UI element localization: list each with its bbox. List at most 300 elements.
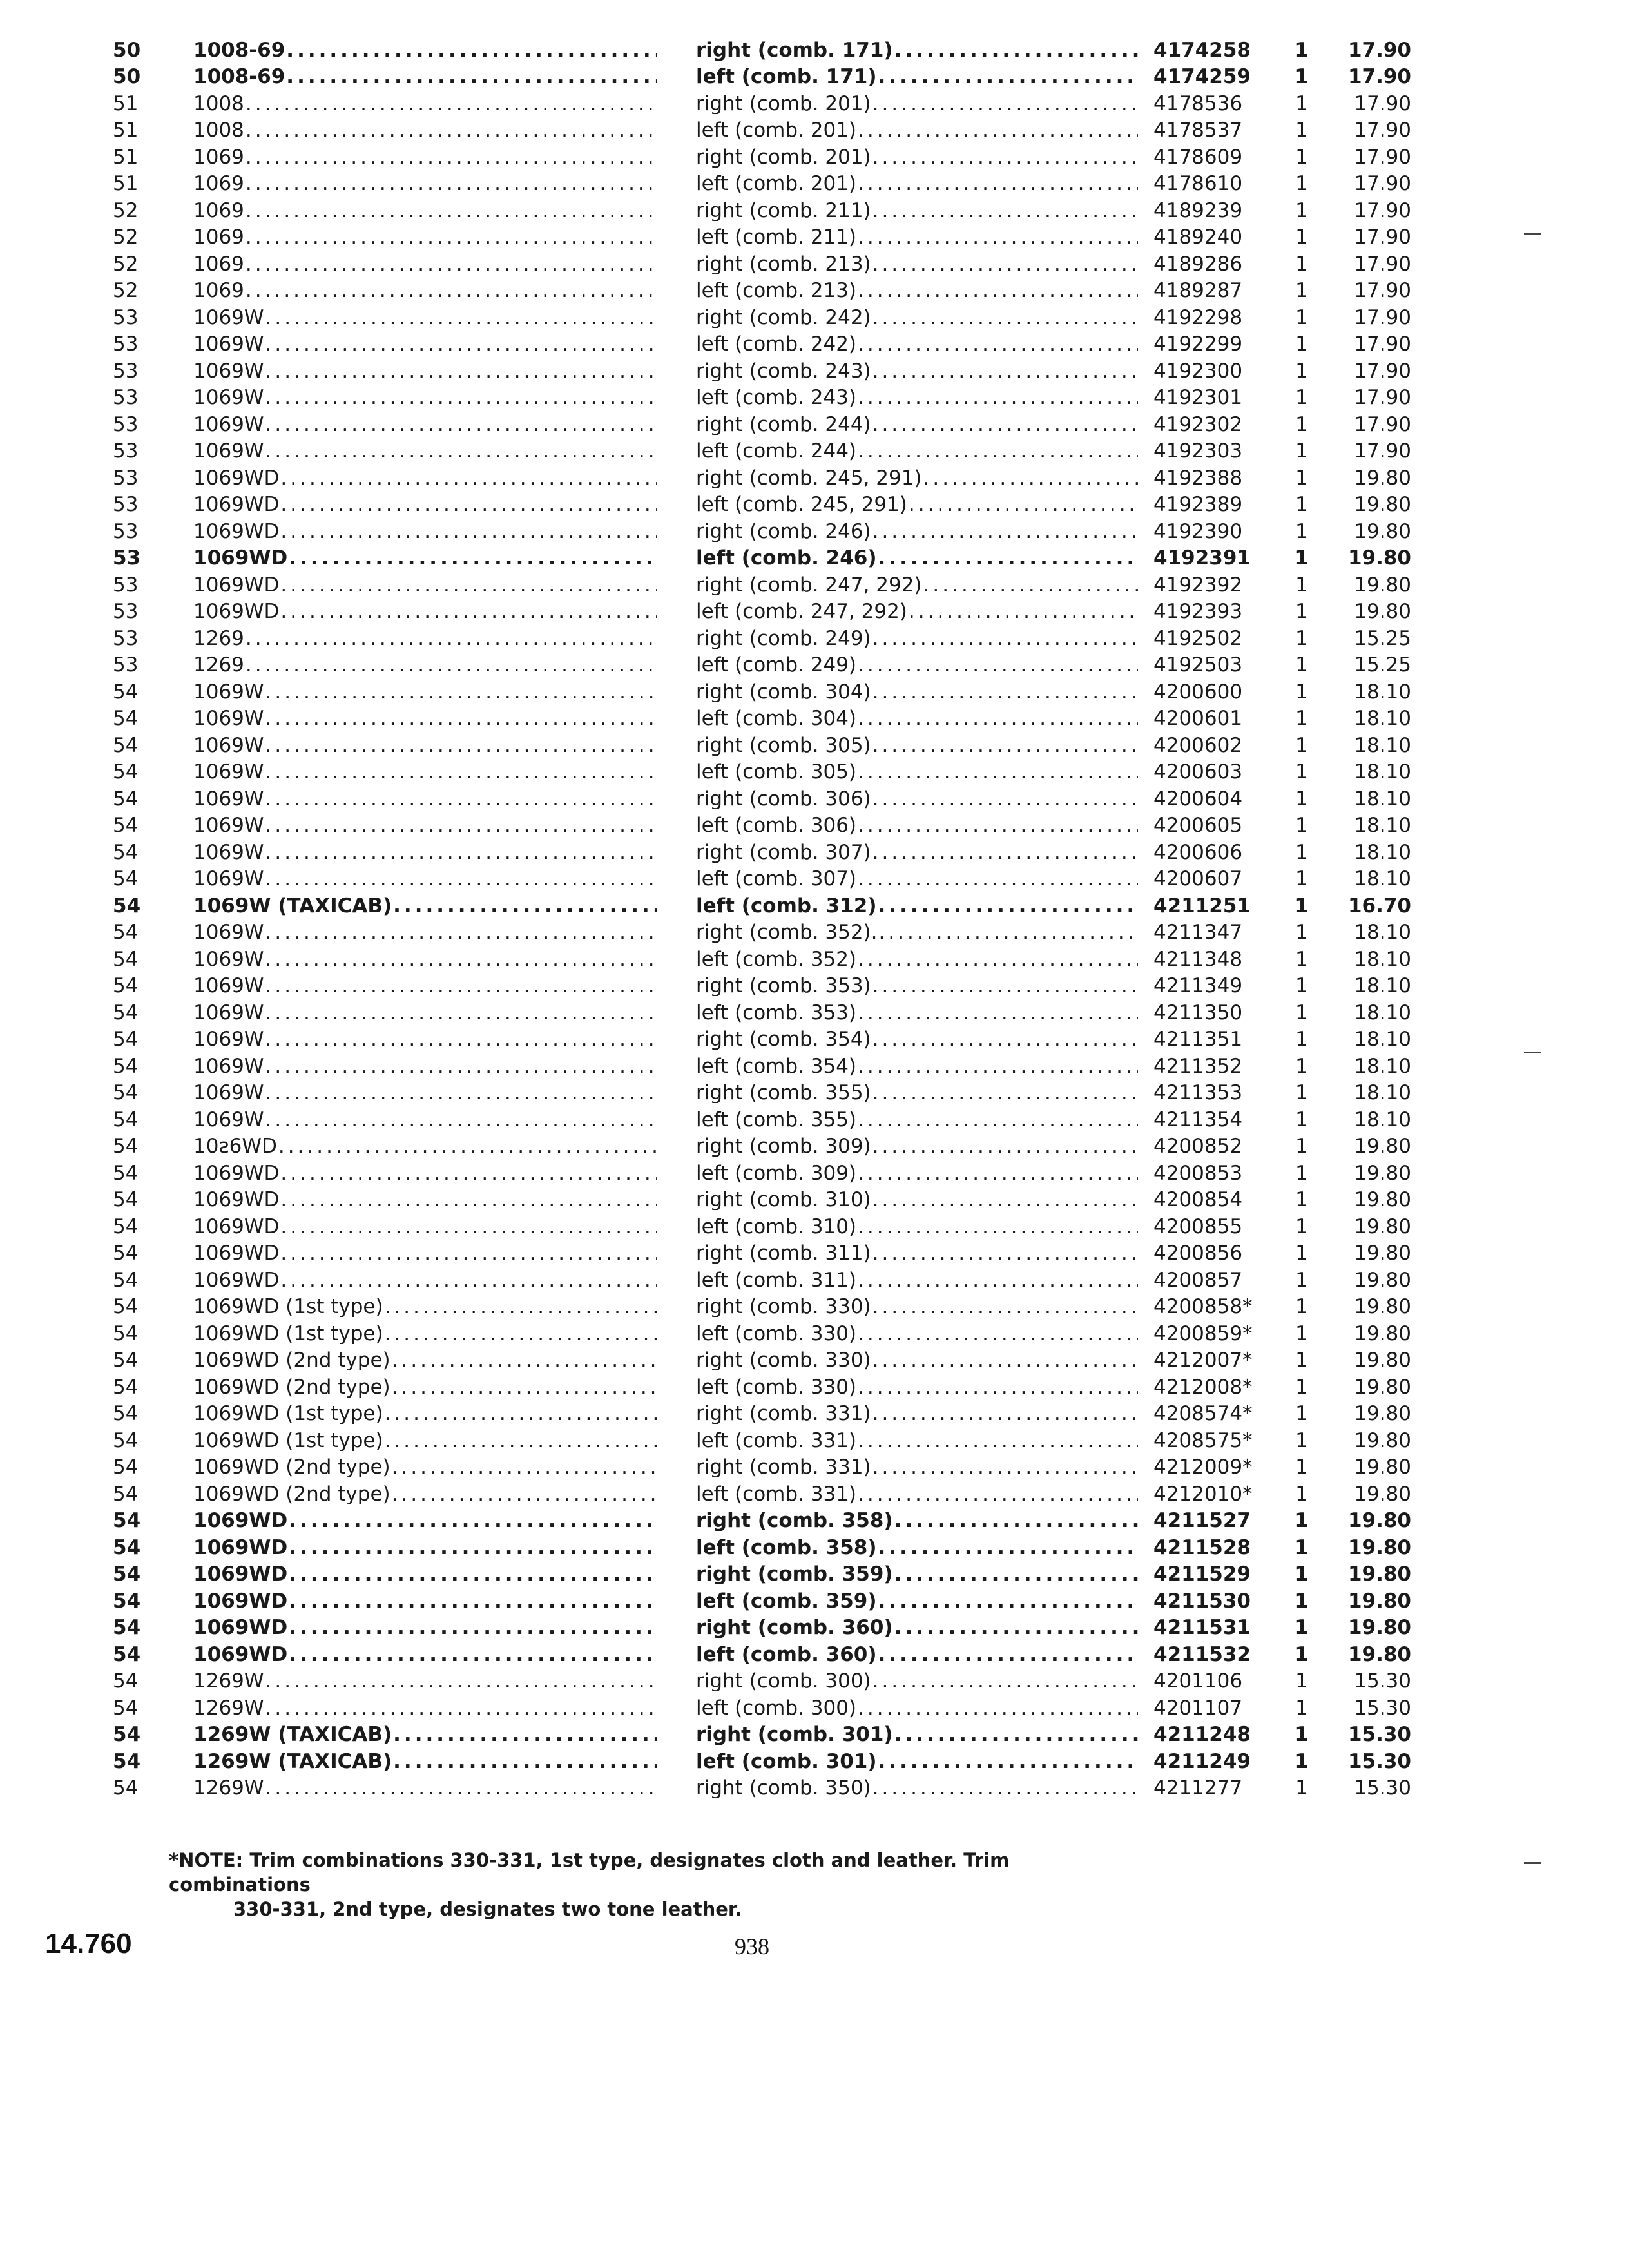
leader-dots — [383, 1404, 657, 1424]
quantity-cell: 1 — [1295, 1268, 1308, 1292]
leader-dots — [279, 1271, 657, 1291]
leader-dots — [285, 41, 657, 61]
leader-dots — [390, 1350, 657, 1370]
leader-dots — [907, 602, 1138, 622]
table-row — [97, 274, 1418, 302]
description-cell — [696, 1057, 1147, 1077]
model-cell — [193, 1057, 696, 1077]
description-text: right (comb. 305) — [696, 735, 871, 756]
model-text: 1069WD (2nd type) — [193, 1377, 390, 1398]
description-cell — [696, 1564, 1147, 1584]
description-cell — [696, 1752, 1147, 1772]
description-cell — [696, 1244, 1147, 1264]
description-text: right (comb. 331) — [696, 1457, 871, 1477]
model-text: 1069WD — [193, 1644, 288, 1665]
table-row — [97, 1130, 1418, 1157]
price-cell: 17.90 — [1354, 172, 1411, 195]
description-cell — [696, 120, 1147, 140]
leader-dots — [871, 1030, 1138, 1050]
table-row — [97, 301, 1418, 328]
table-row — [97, 943, 1418, 970]
description-text: left (comb. 243) — [696, 388, 857, 408]
leader-dots — [264, 843, 657, 863]
model-cell — [193, 1378, 696, 1398]
description-text: right (comb. 245, 291) — [696, 468, 922, 488]
model-cell — [193, 869, 696, 889]
description-text: left (comb. 213) — [696, 281, 857, 301]
price-cell: 17.90 — [1354, 386, 1411, 409]
model-text: 1069WD — [193, 1564, 288, 1584]
price-cell: 18.10 — [1354, 707, 1411, 730]
description-cell — [696, 682, 1147, 702]
quantity-cell: 1 — [1295, 600, 1308, 623]
year-cell: 54 — [113, 733, 139, 757]
description-text: right (comb. 171) — [696, 40, 893, 61]
price-cell: 19.80 — [1354, 1215, 1411, 1238]
description-text: left (comb. 330) — [696, 1377, 857, 1398]
quantity-cell: 1 — [1295, 1321, 1308, 1345]
model-text: 10ƨ6WD — [193, 1137, 277, 1157]
part-number-cell: 4200852 — [1153, 1135, 1243, 1158]
leader-dots — [244, 174, 657, 194]
table-row — [97, 889, 1418, 916]
model-text: 1069WD (1st type) — [193, 1404, 383, 1424]
model-cell — [193, 495, 696, 515]
leader-dots — [856, 1003, 1138, 1023]
price-cell: 15.25 — [1354, 626, 1411, 650]
part-number-cell: 4192391 — [1153, 546, 1251, 570]
description-cell — [696, 1110, 1147, 1130]
year-cell: 54 — [113, 840, 139, 864]
price-cell: 18.10 — [1354, 974, 1411, 997]
year-cell: 54 — [113, 707, 139, 730]
model-text: 1069WD (2nd type) — [193, 1457, 390, 1477]
table-row — [97, 568, 1418, 595]
year-cell: 53 — [113, 439, 139, 463]
year-cell: 54 — [113, 1161, 139, 1185]
model-cell — [193, 575, 696, 595]
table-row — [97, 1184, 1418, 1211]
table-row — [97, 542, 1418, 569]
year-cell: 54 — [113, 787, 139, 811]
table-row — [97, 114, 1418, 141]
part-number-cell: 4189240 — [1153, 226, 1243, 249]
description-text: left (comb. 242) — [696, 334, 857, 354]
quantity-cell: 1 — [1295, 1028, 1308, 1051]
quantity-cell: 1 — [1295, 91, 1308, 115]
price-cell: 18.10 — [1354, 947, 1411, 971]
table-row — [97, 1103, 1418, 1130]
year-cell: 51 — [113, 145, 139, 169]
part-number-cell: 4212010* — [1153, 1482, 1253, 1506]
model-cell — [193, 1778, 696, 1798]
description-cell — [696, 896, 1147, 916]
leader-dots — [856, 869, 1138, 889]
description-cell — [696, 1350, 1147, 1370]
model-cell — [193, 789, 696, 809]
part-number-cell: 4211249 — [1153, 1749, 1251, 1773]
year-cell: 54 — [113, 1776, 139, 1800]
year-cell: 53 — [113, 332, 139, 356]
page-number: 938 — [735, 1934, 769, 1959]
leader-dots — [264, 923, 657, 943]
price-cell: 15.30 — [1347, 1723, 1411, 1746]
part-number-cell: 4211527 — [1153, 1509, 1251, 1532]
quantity-cell: 1 — [1295, 1509, 1309, 1532]
description-text: right (comb. 306) — [696, 789, 871, 809]
description-cell — [696, 308, 1147, 328]
leader-dots — [871, 255, 1138, 274]
price-cell: 15.30 — [1354, 1776, 1411, 1800]
year-cell: 51 — [113, 119, 139, 142]
year-cell: 54 — [113, 1375, 139, 1399]
model-text: 1069WD (1st type) — [193, 1430, 383, 1451]
table-row — [97, 221, 1418, 248]
model-text: 1069W — [193, 682, 264, 702]
price-cell: 19.80 — [1354, 1428, 1411, 1452]
model-text: 1069 — [193, 227, 244, 247]
part-number-cell: 4189239 — [1153, 198, 1243, 222]
price-cell: 19.80 — [1354, 573, 1411, 597]
quantity-cell: 1 — [1295, 546, 1309, 570]
leader-dots — [279, 495, 657, 515]
model-cell — [193, 415, 696, 435]
model-text: 1008-69 — [193, 40, 285, 61]
description-text: left (comb. 310) — [696, 1216, 857, 1237]
leader-dots — [871, 201, 1138, 221]
leader-dots — [922, 468, 1138, 488]
price-cell: 17.90 — [1354, 305, 1411, 329]
model-text: 1069WD — [193, 1591, 288, 1611]
quantity-cell: 1 — [1295, 172, 1308, 195]
price-cell: 17.90 — [1354, 226, 1411, 249]
year-cell: 54 — [113, 1268, 139, 1292]
leader-dots — [264, 976, 657, 996]
model-cell — [193, 602, 696, 622]
part-number-cell: 4192390 — [1153, 519, 1243, 543]
model-text: 1069W — [193, 842, 264, 863]
description-text: left (comb. 353) — [696, 1003, 857, 1023]
model-cell — [193, 843, 696, 863]
leader-dots — [287, 1591, 657, 1611]
year-cell: 54 — [113, 1001, 139, 1024]
description-cell — [696, 602, 1147, 622]
price-cell: 18.10 — [1354, 787, 1411, 811]
table-row — [97, 1370, 1418, 1398]
part-number-cell: 4200855 — [1153, 1215, 1243, 1238]
price-cell: 17.90 — [1354, 332, 1411, 356]
quantity-cell: 1 — [1295, 760, 1308, 783]
description-cell — [696, 495, 1147, 515]
model-cell — [193, 281, 696, 301]
description-cell — [696, 950, 1147, 970]
description-cell — [696, 1618, 1147, 1638]
model-text: 1069W — [193, 789, 264, 809]
description-text: right (comb. 355) — [696, 1083, 871, 1103]
model-cell — [193, 976, 696, 996]
model-text: 1069W — [193, 1110, 264, 1130]
part-number-cell: 4211354 — [1153, 1108, 1243, 1131]
model-text: 1069WD — [193, 1190, 280, 1210]
year-cell: 54 — [113, 1402, 139, 1425]
leader-dots — [392, 896, 657, 916]
table-row — [97, 140, 1418, 168]
quantity-cell: 1 — [1295, 626, 1308, 650]
description-cell — [696, 1431, 1147, 1451]
quantity-cell: 1 — [1295, 1535, 1309, 1559]
part-number-cell: 4211349 — [1153, 974, 1243, 997]
model-cell — [193, 255, 696, 274]
quantity-cell: 1 — [1295, 1215, 1308, 1238]
quantity-cell: 1 — [1295, 1242, 1308, 1265]
price-cell: 15.25 — [1354, 653, 1411, 677]
quantity-cell: 1 — [1295, 707, 1308, 730]
quantity-cell: 1 — [1295, 1161, 1308, 1185]
year-cell: 54 — [113, 760, 139, 783]
quantity-cell: 1 — [1295, 439, 1308, 463]
model-cell — [193, 94, 696, 114]
leader-dots — [871, 1190, 1138, 1210]
price-cell: 19.80 — [1354, 1135, 1411, 1158]
table-row — [97, 194, 1418, 221]
model-cell — [193, 334, 696, 354]
quantity-cell: 1 — [1295, 1482, 1308, 1506]
section-number: 14.760 — [45, 1928, 132, 1959]
part-number-cell: 4192302 — [1153, 412, 1243, 436]
model-cell — [193, 1485, 696, 1504]
price-cell: 18.10 — [1354, 733, 1411, 757]
leader-dots — [279, 1217, 657, 1237]
table-row — [97, 1023, 1418, 1050]
model-cell — [193, 1564, 696, 1584]
leader-dots — [264, 308, 657, 328]
quantity-cell: 1 — [1295, 519, 1308, 543]
part-number-cell: 4192502 — [1153, 626, 1243, 650]
model-cell — [193, 1297, 696, 1317]
leader-dots — [856, 1217, 1138, 1237]
quantity-cell: 1 — [1295, 840, 1308, 864]
model-cell — [193, 227, 696, 247]
price-cell: 17.90 — [1354, 359, 1411, 383]
table-row — [97, 836, 1418, 863]
leader-dots — [244, 629, 657, 649]
model-text: 1269W (TAXICAB) — [193, 1725, 392, 1745]
description-text: right (comb. 307) — [696, 842, 871, 863]
quantity-cell: 1 — [1295, 1375, 1308, 1399]
description-text: right (comb. 244) — [696, 414, 871, 435]
description-cell — [696, 227, 1147, 247]
model-cell — [193, 148, 696, 168]
model-text: 1008-69 — [193, 67, 285, 87]
leader-dots — [856, 334, 1138, 354]
description-cell — [696, 415, 1147, 435]
footnote — [169, 1848, 1135, 1921]
table-row — [97, 1584, 1418, 1611]
leader-dots — [264, 1110, 657, 1130]
description-text: right (comb. 201) — [696, 147, 871, 168]
price-cell: 18.10 — [1354, 1001, 1411, 1024]
part-number-cell: 4174258 — [1153, 38, 1251, 62]
description-cell — [696, 1671, 1147, 1691]
leader-dots — [244, 148, 657, 168]
quantity-cell: 1 — [1295, 1108, 1308, 1131]
model-cell — [193, 548, 696, 568]
part-number-cell: 4200858* — [1153, 1295, 1253, 1318]
price-cell: 15.30 — [1354, 1696, 1411, 1720]
model-text: 1269W — [193, 1671, 264, 1691]
leader-dots — [856, 1324, 1138, 1344]
model-cell — [193, 1538, 696, 1558]
leader-dots — [383, 1324, 657, 1344]
model-cell — [193, 201, 696, 221]
part-number-cell: 4211529 — [1153, 1562, 1251, 1586]
model-text: 1069W — [193, 1083, 264, 1103]
model-text: 1269W — [193, 1778, 264, 1798]
part-number-cell: 4200606 — [1153, 840, 1243, 864]
part-number-cell: 4200857 — [1153, 1268, 1243, 1292]
year-cell: 51 — [113, 91, 139, 115]
part-number-cell: 4178610 — [1153, 172, 1243, 195]
part-number-cell: 4192303 — [1153, 439, 1243, 463]
model-text: 1069WD — [193, 575, 280, 595]
price-cell: 15.30 — [1347, 1749, 1411, 1773]
description-cell — [696, 1725, 1147, 1745]
price-cell: 19.80 — [1354, 1349, 1411, 1372]
part-number-cell: 4192301 — [1153, 386, 1243, 409]
quantity-cell: 1 — [1295, 947, 1308, 971]
part-number-cell: 4200601 — [1153, 707, 1243, 730]
description-cell — [696, 361, 1147, 381]
table-row — [97, 515, 1418, 542]
model-cell — [193, 1244, 696, 1264]
table-row — [97, 1210, 1418, 1237]
description-text: left (comb. 246) — [696, 548, 877, 568]
table-row — [97, 782, 1418, 809]
leader-dots — [264, 869, 657, 889]
leader-dots — [871, 1083, 1138, 1103]
part-number-cell: 4212009* — [1153, 1456, 1253, 1479]
leader-dots — [390, 1485, 657, 1504]
year-cell: 53 — [113, 626, 139, 650]
price-cell: 19.80 — [1347, 1616, 1411, 1639]
description-cell — [696, 1404, 1147, 1424]
part-number-cell: 4192503 — [1153, 653, 1243, 677]
leader-dots — [871, 736, 1138, 756]
leader-dots — [264, 736, 657, 756]
description-text: left (comb. 245, 291) — [696, 495, 907, 515]
table-row — [97, 756, 1418, 783]
price-cell: 19.80 — [1354, 1268, 1411, 1292]
description-cell — [696, 655, 1147, 675]
description-text: left (comb. 171) — [696, 67, 877, 87]
model-cell — [193, 1725, 696, 1745]
quantity-cell: 1 — [1295, 1295, 1308, 1318]
description-cell — [696, 1003, 1147, 1023]
model-cell — [193, 1083, 696, 1103]
model-cell — [193, 174, 696, 194]
description-cell — [696, 548, 1147, 568]
description-cell — [696, 709, 1147, 729]
description-cell — [696, 923, 1147, 943]
part-number-cell: 4192389 — [1153, 493, 1243, 516]
description-cell — [696, 1457, 1147, 1477]
year-cell: 54 — [113, 814, 139, 837]
part-number-cell: 4208574* — [1153, 1402, 1253, 1425]
description-text: right (comb. 301) — [696, 1725, 893, 1745]
quantity-cell: 1 — [1295, 65, 1309, 88]
model-text: 1069 — [193, 281, 244, 301]
description-text: right (comb. 211) — [696, 200, 871, 221]
table-row — [97, 1264, 1418, 1291]
description-text: right (comb. 213) — [696, 254, 871, 274]
price-cell: 19.80 — [1354, 493, 1411, 516]
year-cell: 54 — [113, 1135, 139, 1158]
year-cell: 54 — [113, 921, 139, 944]
part-number-cell: 4211277 — [1153, 1776, 1243, 1800]
description-cell — [696, 1217, 1147, 1237]
model-text: 1069WD (2nd type) — [193, 1350, 390, 1370]
price-cell: 19.80 — [1354, 466, 1411, 490]
description-cell — [696, 334, 1147, 354]
year-cell: 54 — [113, 1108, 139, 1131]
model-text: 1069WD — [193, 1511, 288, 1531]
model-text: 1069WD — [193, 1537, 288, 1558]
description-text: right (comb. 352). — [696, 923, 878, 943]
description-cell — [696, 843, 1147, 863]
model-text: 1069W — [193, 414, 264, 435]
price-cell: 17.90 — [1354, 412, 1411, 436]
leader-dots — [244, 201, 657, 221]
year-cell: 52 — [113, 198, 139, 222]
description-cell — [696, 41, 1147, 61]
part-number-cell: 4211528 — [1153, 1535, 1251, 1559]
year-cell: 54 — [113, 1054, 139, 1078]
quantity-cell: 1 — [1295, 1723, 1309, 1746]
model-text: 1269 — [193, 628, 244, 649]
model-cell — [193, 468, 696, 488]
table-row — [97, 1291, 1418, 1318]
description-text: left (comb. 300) — [696, 1698, 857, 1718]
leader-dots — [287, 1511, 657, 1531]
description-cell — [696, 201, 1147, 221]
leader-dots — [244, 94, 657, 114]
description-text: left (comb. 201) — [696, 120, 857, 140]
description-cell — [696, 67, 1147, 87]
model-text: 1069W — [193, 869, 264, 889]
leader-dots — [856, 174, 1138, 194]
leader-dots — [871, 1457, 1138, 1477]
year-cell: 54 — [113, 1081, 139, 1104]
leader-dots — [244, 120, 657, 140]
year-cell: 54 — [113, 1509, 141, 1532]
price-cell: 17.90 — [1354, 279, 1411, 302]
description-text: left (comb. 331) — [696, 1484, 857, 1504]
price-cell: 18.10 — [1354, 1054, 1411, 1078]
description-text: left (comb. 307) — [696, 869, 857, 889]
description-cell — [696, 736, 1147, 756]
leader-dots — [264, 682, 657, 702]
leader-dots — [877, 1645, 1138, 1665]
description-text: left (comb. 244) — [696, 441, 857, 461]
year-cell: 53 — [113, 653, 139, 677]
description-text: left (comb. 247, 292) — [696, 602, 907, 622]
leader-dots — [871, 976, 1138, 996]
part-number-cell: 4211530 — [1153, 1589, 1251, 1613]
part-number-cell: 4192299 — [1153, 332, 1243, 356]
quantity-cell: 1 — [1295, 198, 1308, 222]
description-cell — [696, 148, 1147, 168]
model-text: 1269W — [193, 1698, 264, 1718]
